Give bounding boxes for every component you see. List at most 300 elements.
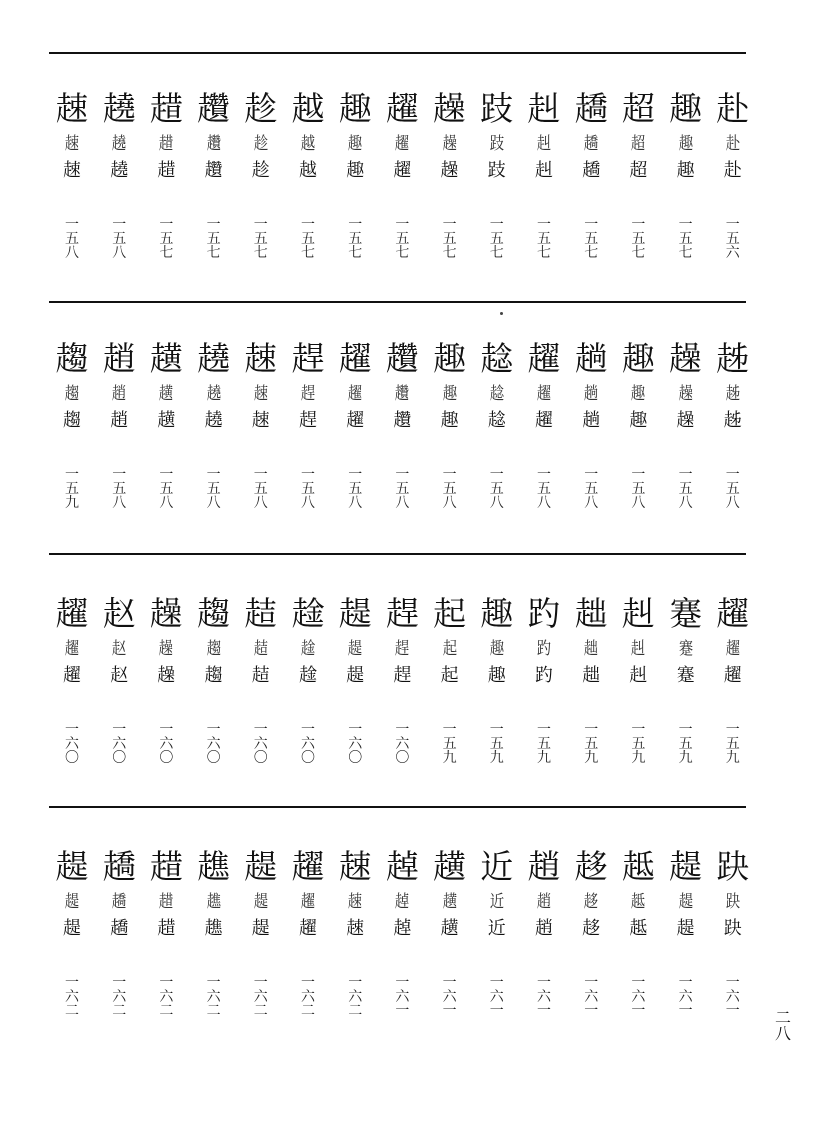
entry-number-digit: 五 <box>159 481 174 497</box>
variant-form: 趛 <box>299 665 317 686</box>
main-character: 趫 <box>574 89 608 128</box>
seal-script-form: 趲 <box>395 384 410 404</box>
variant-form: 趟 <box>582 410 601 431</box>
entry-number-digit: 一 <box>631 722 646 738</box>
character-entry <box>474 594 520 766</box>
entry-number-digit: 一 <box>253 722 268 738</box>
entry-number-digit: 五 <box>537 481 551 497</box>
seal-script-form: 趯 <box>64 639 80 659</box>
entry-number-digit: 一 <box>159 975 174 991</box>
entry-number-digit: 一 <box>159 722 174 738</box>
seal-script-form: 趨 <box>64 384 80 404</box>
variant-form: 趌 <box>251 665 270 686</box>
entry-number-digit: 一 <box>584 722 599 738</box>
character-entry <box>568 339 614 511</box>
entry-number-digit: 五 <box>395 231 410 247</box>
entry-number-digit: 五 <box>65 231 79 247</box>
entry-number-digit: 一 <box>537 722 551 738</box>
entry-number-digit: 五 <box>537 736 551 752</box>
entry-number <box>285 723 331 765</box>
entry-number-digit: 九 <box>442 750 457 766</box>
entry-number-digit: 二 <box>65 1003 79 1019</box>
seal-script-form: 趧 <box>253 892 269 912</box>
main-character: 趲 <box>197 89 231 128</box>
entry-number-digit: 七 <box>631 245 646 261</box>
entry-number-digit: 八 <box>442 495 457 511</box>
entry-number-digit: 五 <box>253 231 268 247</box>
variant-form: 趮 <box>676 410 695 431</box>
seal-script-form: 趨 <box>206 639 221 659</box>
main-character: 趙 <box>102 339 136 378</box>
entry-number-digit: 六 <box>301 736 315 752</box>
entry-number-digit: 一 <box>631 975 646 991</box>
entry-number <box>615 723 661 765</box>
entry-number <box>568 976 614 1018</box>
entry-number-digit: 一 <box>631 467 646 483</box>
main-character: 趯 <box>716 594 750 633</box>
main-character: 越 <box>291 89 325 128</box>
variant-form: 趣 <box>676 160 695 181</box>
main-character: 趆 <box>621 847 655 886</box>
variant-form: 趬 <box>110 160 129 181</box>
entry-number <box>710 468 756 510</box>
main-character: 赳 <box>621 594 655 633</box>
main-character: 趹 <box>716 847 750 886</box>
entry-number-digit: 七 <box>489 245 504 261</box>
seal-script-form: 赵 <box>111 639 127 659</box>
variant-form: 趫 <box>110 918 129 939</box>
entry-number-digit: 七 <box>537 245 551 261</box>
entry-number-digit: 九 <box>537 750 551 766</box>
entry-number-digit: 一 <box>489 1003 504 1019</box>
entry-number <box>191 218 237 260</box>
variant-form: 趉 <box>582 665 601 686</box>
entry-number-digit: 八 <box>584 495 599 511</box>
variant-form: 趧 <box>676 918 695 939</box>
entry-number-digit: 一 <box>206 975 221 991</box>
seal-script-form: 趚 <box>347 892 363 912</box>
variant-form: 趞 <box>157 160 176 181</box>
character-entry <box>49 847 95 1019</box>
variant-form: 趣 <box>440 410 459 431</box>
variant-form: 趭 <box>204 918 223 939</box>
character-entry <box>710 339 756 511</box>
main-character: 趣 <box>433 339 467 378</box>
entry-number-digit: 七 <box>442 245 457 261</box>
entry-number <box>143 218 189 260</box>
entry-number-digit: 九 <box>725 750 740 766</box>
character-entry <box>710 89 756 261</box>
character-entry <box>427 89 473 261</box>
variant-form: 趝 <box>487 410 506 431</box>
entry-number-digit: 一 <box>253 975 268 991</box>
main-character: 赴 <box>716 89 750 128</box>
seal-script-form: 趞 <box>159 892 174 912</box>
entry-number-digit: 二 <box>159 1003 174 1019</box>
seal-script-form: 趣 <box>442 384 457 404</box>
entry-number-digit: 六 <box>112 989 127 1005</box>
character-entry <box>568 594 614 766</box>
seal-script-form: 趪 <box>159 384 174 404</box>
entry-number <box>521 468 567 510</box>
character-entry <box>191 847 237 1019</box>
entry-number-digit: 一 <box>678 1003 693 1019</box>
entry-number-digit: 一 <box>112 467 127 483</box>
character-entry <box>710 594 756 766</box>
entry-number-digit: 一 <box>159 467 174 483</box>
character-entry <box>285 594 331 766</box>
main-character: 趧 <box>338 594 372 633</box>
entry-number-digit: 〇 <box>206 750 221 766</box>
variant-form: 趙 <box>110 410 129 431</box>
entry-number <box>663 723 709 765</box>
entry-number-digit: 六 <box>395 989 410 1005</box>
entry-number-digit: 五 <box>631 481 646 497</box>
variant-form: 趮 <box>440 160 459 181</box>
entry-number-digit: 六 <box>65 736 79 752</box>
entry-number-digit: 五 <box>159 231 174 247</box>
variant-form: 趮 <box>157 665 176 686</box>
entry-number-digit: 一 <box>348 217 363 233</box>
variant-form: 趨 <box>63 410 81 431</box>
entry-number-digit: 六 <box>159 989 174 1005</box>
entry-number-digit: 一 <box>442 467 457 483</box>
character-entry <box>427 594 473 766</box>
character-entry <box>521 847 567 1019</box>
character-entry <box>379 847 425 1019</box>
entry-number-digit: 六 <box>725 245 740 261</box>
character-entry <box>474 847 520 1019</box>
main-character: 趮 <box>433 89 467 128</box>
entry-number-digit: 一 <box>537 975 551 991</box>
entry-number-digit: 六 <box>253 736 268 752</box>
variant-form: 趞 <box>157 918 176 939</box>
entry-number-digit: 五 <box>206 231 221 247</box>
variant-form: 趨 <box>204 665 223 686</box>
character-entry <box>379 89 425 261</box>
variant-form: 赳 <box>535 160 553 181</box>
entry-number <box>474 723 520 765</box>
entry-number-digit: 五 <box>489 231 504 247</box>
seal-script-form: 起 <box>442 639 457 659</box>
seal-script-form: 趚 <box>253 384 269 404</box>
entry-number-digit: 五 <box>678 481 693 497</box>
main-character: 趕 <box>291 339 325 378</box>
page-number-digit: 八 <box>774 1024 791 1043</box>
entry-number-digit: 七 <box>253 245 268 261</box>
entry-number-digit: 五 <box>631 231 646 247</box>
entry-number-digit: 五 <box>489 736 504 752</box>
variant-form: 趠 <box>393 918 412 939</box>
entry-number-digit: 五 <box>584 736 599 752</box>
entry-number <box>238 723 284 765</box>
entry-number-digit: 五 <box>253 481 268 497</box>
entry-number <box>49 218 95 260</box>
variant-form: 趬 <box>204 410 223 431</box>
entry-number-digit: 一 <box>253 217 268 233</box>
entry-number-digit: 五 <box>725 231 740 247</box>
entry-number-digit: 六 <box>65 989 79 1005</box>
variant-form: 趯 <box>723 665 742 686</box>
main-character: 超 <box>621 89 655 128</box>
entry-number-digit: 一 <box>206 217 221 233</box>
entry-number <box>379 976 425 1018</box>
entry-number <box>379 218 425 260</box>
character-entry <box>49 594 95 766</box>
character-entry <box>615 594 661 766</box>
variant-form: 趕 <box>393 665 412 686</box>
entry-number <box>96 218 142 260</box>
entry-number-digit: 九 <box>584 750 599 766</box>
entry-number <box>332 468 378 510</box>
entry-number <box>615 976 661 1018</box>
main-character: 趯 <box>338 339 372 378</box>
entry-number <box>710 723 756 765</box>
entry-number-digit: 一 <box>253 467 268 483</box>
main-character: 趭 <box>197 847 231 886</box>
entry-number <box>521 218 567 260</box>
entry-number-digit: 一 <box>395 1003 410 1019</box>
page-number-digit: 二 <box>774 1008 791 1027</box>
entry-number-digit: 九 <box>489 750 504 766</box>
seal-script-form: 趯 <box>300 892 316 912</box>
entry-number-digit: 一 <box>678 217 693 233</box>
variant-form: 趙 <box>535 918 553 939</box>
character-entry <box>238 339 284 511</box>
entry-number-digit: 一 <box>678 975 693 991</box>
entry-number-digit: 一 <box>489 722 504 738</box>
entry-number-digit: 五 <box>112 481 127 497</box>
entry-row <box>49 339 750 511</box>
entry-number <box>332 723 378 765</box>
entry-number <box>427 976 473 1018</box>
entry-number-digit: 七 <box>206 245 221 261</box>
entry-number <box>568 468 614 510</box>
rule-top <box>49 52 746 54</box>
entry-number-digit: 五 <box>112 231 127 247</box>
seal-script-form: 趙 <box>111 384 127 404</box>
rule-3 <box>49 806 746 808</box>
character-entry <box>191 594 237 766</box>
main-character: 趯 <box>291 847 325 886</box>
entry-number-digit: 一 <box>112 975 127 991</box>
entry-number-digit: 六 <box>395 736 410 752</box>
character-entry <box>663 339 709 511</box>
entry-number <box>143 976 189 1018</box>
entry-number-digit: 一 <box>301 975 315 991</box>
main-character: 趫 <box>102 847 136 886</box>
variant-form: 趆 <box>629 918 648 939</box>
entry-number <box>143 468 189 510</box>
entry-number-digit: 一 <box>159 217 174 233</box>
character-entry <box>143 89 189 261</box>
entry-number-digit: 一 <box>631 1003 646 1019</box>
entry-number <box>379 468 425 510</box>
character-entry <box>663 594 709 766</box>
entry-number-digit: 八 <box>489 495 504 511</box>
entry-number-digit: 五 <box>584 481 599 497</box>
entry-number-digit: 一 <box>301 722 315 738</box>
main-character: 趀 <box>716 339 750 378</box>
seal-script-form: 趪 <box>442 892 457 912</box>
entry-number-digit: 六 <box>442 989 457 1005</box>
character-entry <box>710 847 756 1019</box>
main-character: 趬 <box>197 339 231 378</box>
main-character: 趣 <box>669 89 703 128</box>
main-character: 趚 <box>338 847 372 886</box>
entry-number-digit: 七 <box>678 245 693 261</box>
seal-script-form: 趭 <box>206 892 221 912</box>
character-entry <box>191 89 237 261</box>
main-character: 起 <box>433 594 467 633</box>
main-character: 趝 <box>480 339 514 378</box>
seal-script-form: 趞 <box>159 134 174 154</box>
character-entry <box>238 847 284 1019</box>
entry-number <box>474 218 520 260</box>
seal-script-form: 趮 <box>678 384 693 404</box>
entry-number-digit: 二 <box>301 1003 315 1019</box>
main-character: 趯 <box>527 339 561 378</box>
character-entry <box>96 847 142 1019</box>
entry-number-digit: 〇 <box>112 750 127 766</box>
seal-script-form: 趣 <box>678 134 693 154</box>
seal-script-form: 趌 <box>253 639 269 659</box>
variant-form: 赴 <box>723 160 742 181</box>
entry-number-digit: 一 <box>631 217 646 233</box>
entry-number-digit: 二 <box>112 1003 127 1019</box>
seal-script-form: 趝 <box>489 384 505 404</box>
variant-form: 趯 <box>346 410 365 431</box>
entry-number-digit: 六 <box>159 736 174 752</box>
entry-number-digit: 八 <box>253 495 268 511</box>
entry-number-digit: 五 <box>725 481 740 497</box>
main-character: 趨 <box>55 339 89 378</box>
variant-form: 趧 <box>346 665 365 686</box>
page-number <box>773 1010 793 1042</box>
entry-number <box>96 723 142 765</box>
entry-number-digit: 八 <box>725 495 740 511</box>
seal-script-form: 趕 <box>300 384 316 404</box>
seal-script-form: 趹 <box>725 892 741 912</box>
entry-number-digit: 一 <box>442 1003 457 1019</box>
character-entry <box>143 847 189 1019</box>
entry-number <box>285 468 331 510</box>
entry-number <box>474 468 520 510</box>
character-entry <box>332 847 378 1019</box>
variant-form: 越 <box>299 160 317 181</box>
main-character: 趞 <box>149 89 183 128</box>
entry-number-digit: 九 <box>65 495 79 511</box>
variant-form: 趍 <box>582 918 601 939</box>
main-character: 趧 <box>669 847 703 886</box>
character-entry <box>615 89 661 261</box>
entry-number-digit: 七 <box>301 245 315 261</box>
main-character: 蹇 <box>669 594 703 633</box>
variant-form: 趁 <box>251 160 270 181</box>
entry-number <box>521 976 567 1018</box>
variant-form: 起 <box>440 665 459 686</box>
character-entry <box>474 89 520 261</box>
entry-number-digit: 八 <box>112 245 127 261</box>
entry-number-digit: 二 <box>206 1003 221 1019</box>
entry-number-digit: 一 <box>65 217 79 233</box>
entry-number-digit: 六 <box>584 989 599 1005</box>
character-entry <box>663 89 709 261</box>
seal-script-form: 蹇 <box>678 639 693 659</box>
entry-number-digit: 七 <box>395 245 410 261</box>
entry-number-digit: 六 <box>253 989 268 1005</box>
entry-number <box>191 468 237 510</box>
entry-number-digit: 八 <box>678 495 693 511</box>
seal-script-form: 趣 <box>631 384 646 404</box>
entry-number-digit: 〇 <box>65 750 79 766</box>
character-entry <box>49 89 95 261</box>
seal-script-form: 趟 <box>583 384 599 404</box>
entry-number-digit: 一 <box>348 722 363 738</box>
main-character: 趣 <box>621 339 655 378</box>
entry-number <box>379 723 425 765</box>
seal-script-form: 趠 <box>395 892 410 912</box>
character-entry <box>96 89 142 261</box>
entry-number <box>427 218 473 260</box>
main-character: 趯 <box>55 594 89 633</box>
entry-number <box>143 723 189 765</box>
entry-number-digit: 六 <box>112 736 127 752</box>
entry-number-digit: 一 <box>725 722 740 738</box>
entry-number-digit: 八 <box>301 495 315 511</box>
entry-number <box>663 218 709 260</box>
entry-number-digit: 一 <box>725 975 740 991</box>
entry-number-digit: 一 <box>395 217 410 233</box>
entry-number-digit: 一 <box>584 1003 599 1019</box>
main-character: 赳 <box>527 89 561 128</box>
entry-number-digit: 一 <box>584 467 599 483</box>
main-character: 趵 <box>527 594 561 633</box>
entry-number-digit: 一 <box>442 975 457 991</box>
main-character: 趙 <box>527 847 561 886</box>
seal-script-form: 趬 <box>206 384 221 404</box>
entry-number-digit: 六 <box>631 989 646 1005</box>
entry-row <box>49 89 750 261</box>
character-entry <box>521 89 567 261</box>
entry-number <box>238 468 284 510</box>
entry-number-digit: 一 <box>206 467 221 483</box>
main-character: 趛 <box>291 594 325 633</box>
seal-script-form: 趧 <box>347 639 363 659</box>
entry-number <box>332 976 378 1018</box>
entry-row <box>49 847 750 1019</box>
entry-number-digit: 〇 <box>348 750 363 766</box>
character-entry <box>238 89 284 261</box>
main-character: 趨 <box>197 594 231 633</box>
seal-script-form: 趮 <box>159 639 174 659</box>
entry-number <box>427 723 473 765</box>
entry-row <box>49 594 750 766</box>
variant-form: 趯 <box>63 665 81 686</box>
entry-number-digit: 六 <box>489 989 504 1005</box>
character-entry <box>615 339 661 511</box>
entry-number <box>615 468 661 510</box>
seal-script-form: 趯 <box>536 384 552 404</box>
seal-script-form: 趁 <box>253 134 269 154</box>
main-character: 趟 <box>574 339 608 378</box>
entry-number <box>710 976 756 1018</box>
character-entry <box>332 339 378 511</box>
entry-number-digit: 五 <box>725 736 740 752</box>
character-entry <box>521 594 567 766</box>
entry-number-digit: 一 <box>489 975 504 991</box>
character-entry <box>285 339 331 511</box>
